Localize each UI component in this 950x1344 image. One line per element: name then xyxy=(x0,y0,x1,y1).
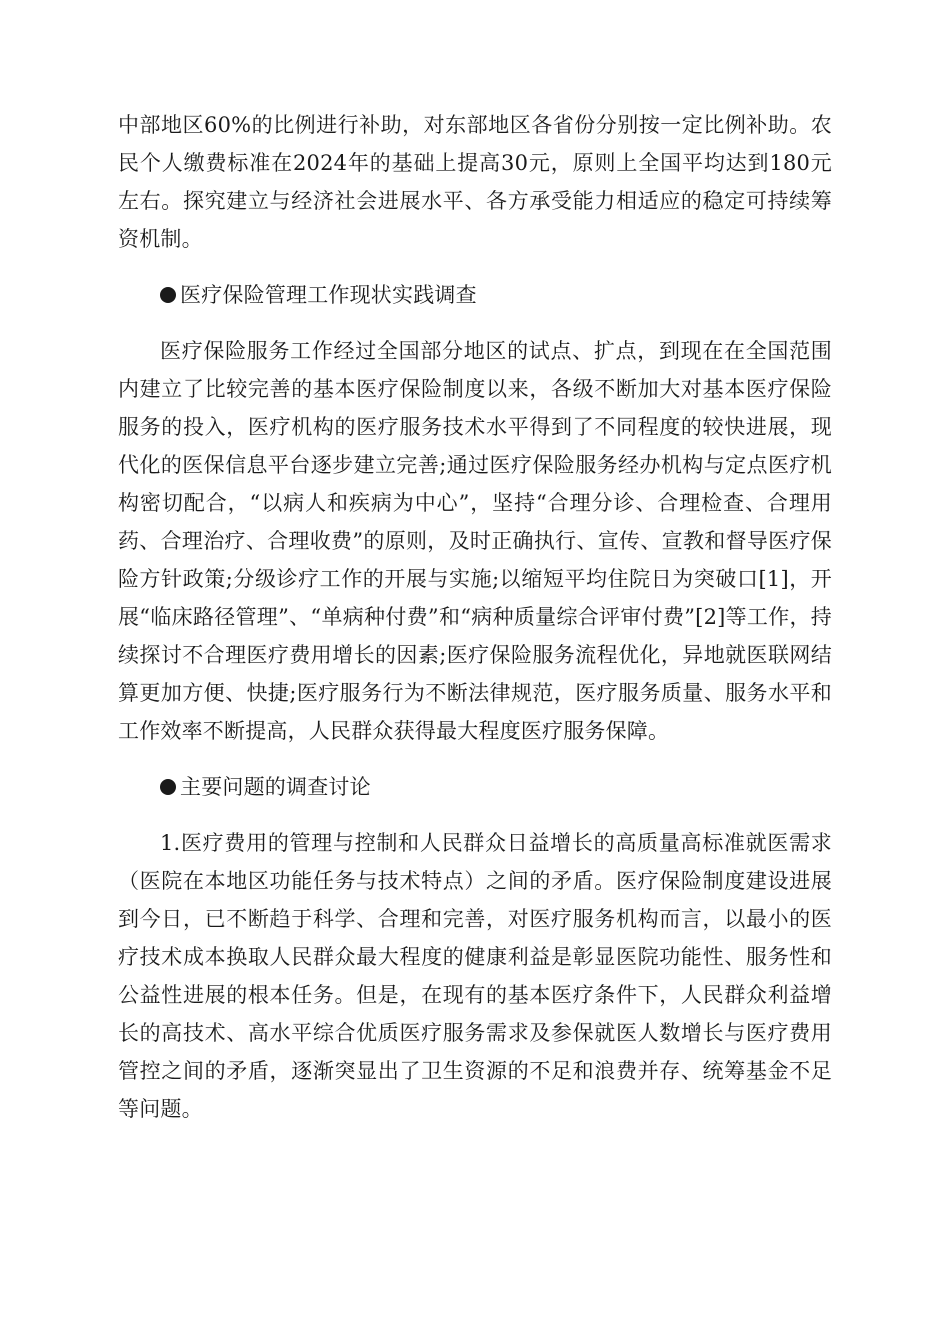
section-heading-status-text: 医疗保险管理工作现状实践调查 xyxy=(180,283,477,307)
section-heading-problems-text: 主要问题的调查讨论 xyxy=(180,775,371,799)
document-page xyxy=(118,106,832,1128)
paragraph-funding: 中部地区60%的比例进行补助，对东部地区各省份分别按一定比例补助。农民个人缴费标准在2024年的基础上提高30元，原则上全国平均达到180元左右。探究建立与经济社会进展水平、各方承受能力相适应的稳定可持续筹资机制。 xyxy=(118,113,832,251)
section-heading-status xyxy=(118,276,832,314)
paragraph-status: 医疗保险服务工作经过全国部分地区的试点、扩点，到现在在全国范围内建立了比较完善的基本医疗保险制度以来，各级不断加大对基本医疗保险服务的投入，医疗机构的医疗服务技术水平得到了不同程度的较快进展，现代化的医保信息平台逐步建立完善;通过医疗保险服务经办机构与定点医疗机构密切配合，“以病人和疾病为中心”，坚持“合理分诊、合理检查、合理用药、合理治疗、合理收费”的原则，及时正确执行、宣传、宣教和督导医疗保险方针政策;分级诊疗工作的开展与实施;以缩短平均住院日为突破口[1]，开展“临床路径管理”、“单病种付费”和“病种质量综合评审付费”[2]等工作，持续探讨不合理医疗费用增长的因素;医疗保险服务流程优化，异地就医联网结算更加方便、快捷;医疗服务行为不断法律规范，医疗服务质量、服务水平和工作效率不断提高，人民群众获得最大程度医疗服务保障。 xyxy=(118,339,832,743)
section-heading-problems xyxy=(118,768,832,806)
bullet-icon xyxy=(160,779,176,795)
bullet-icon xyxy=(160,287,176,303)
paragraph-problem-1: 1.医疗费用的管理与控制和人民群众日益增长的高质量高标准就医需求（医院在本地区功能任务与技术特点）之间的矛盾。医疗保险制度建设进展到今日，已不断趋于科学、合理和完善，对医疗服务机构而言，以最小的医疗技术成本换取人民群众最大程度的健康利益是彰显医院功能性、服务性和公益性进展的根本任务。但是，在现有的基本医疗条件下，人民群众利益增长的高技术、高水平综合优质医疗服务需求及参保就医人数增长与医疗费用管控之间的矛盾，逐渐突显出了卫生资源的不足和浪费并存、统筹基金不足等问题。 xyxy=(118,831,832,1121)
